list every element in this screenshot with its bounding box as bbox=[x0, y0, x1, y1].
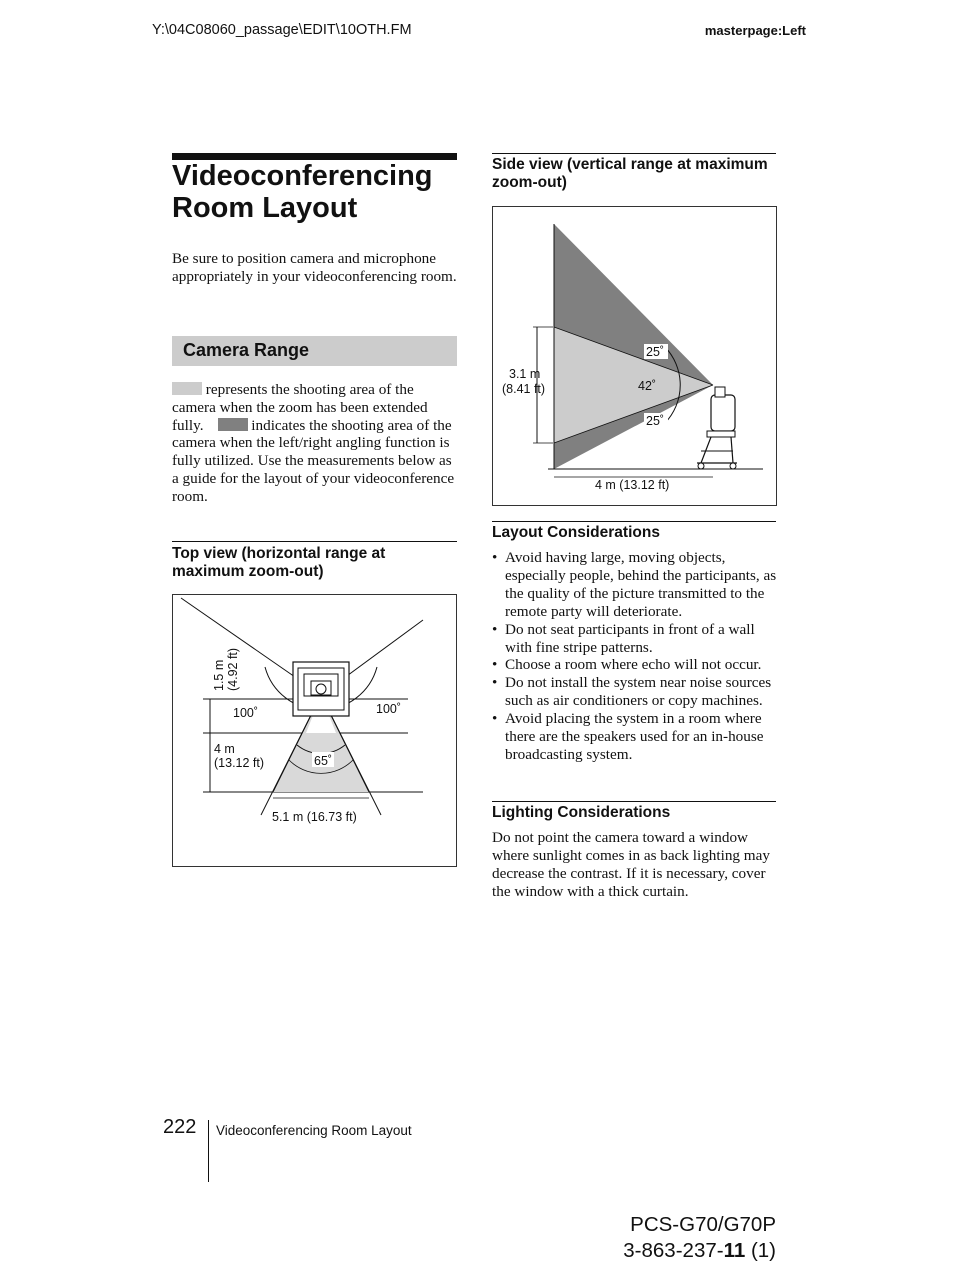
top-depth2-ft-label: (13.12 ft) bbox=[214, 756, 265, 770]
dark-gray-swatch bbox=[218, 418, 248, 431]
header-file-path: Y:\04C08060_passage\EDIT\10OTH.FM bbox=[152, 22, 412, 38]
page-number: 222 bbox=[163, 1116, 197, 1138]
top-depth1-label: 1.5 m bbox=[212, 659, 226, 691]
list-item: • Avoid having large, moving objects, especially people, behind the participants, as the quality of the picture transmitted to the remote party will deteriorate. bbox=[492, 549, 782, 621]
list-item: • Do not seat participants in front of a wall with fine stripe patterns. bbox=[492, 621, 782, 657]
layout-considerations-list bbox=[492, 549, 782, 764]
top-angle-center-label: 65˚ bbox=[314, 754, 333, 768]
intro-paragraph: Be sure to position camera and microphone appropriately in your videoconferencing room. bbox=[172, 250, 457, 285]
layout-considerations-rule bbox=[492, 521, 776, 522]
side-angle-mid-label: 42˚ bbox=[638, 379, 657, 393]
side-view-figure bbox=[492, 206, 777, 506]
code-prefix: 3-863-237- bbox=[623, 1239, 724, 1262]
code-bold: 11 bbox=[723, 1239, 746, 1262]
camera-range-heading: Camera Range bbox=[183, 340, 310, 360]
lighting-considerations-rule bbox=[492, 801, 776, 802]
model-name: PCS-G70/G70P bbox=[630, 1213, 776, 1236]
top-angle-right-label: 100˚ bbox=[376, 702, 402, 716]
side-height-ft-label: (8.41 ft) bbox=[502, 382, 546, 396]
top-view-figure bbox=[172, 594, 457, 867]
side-distance-label: 4 m (13.12 ft) bbox=[595, 478, 670, 492]
list-item: • Avoid placing the system in a room where there are the speakers used for an in-house broadcasting system. bbox=[492, 710, 782, 764]
code-suffix: (1) bbox=[745, 1239, 776, 1262]
list-item: • Do not install the system near noise sources such as air conditioners or copy machines. bbox=[492, 674, 782, 710]
lighting-considerations-heading: Lighting Considerations bbox=[492, 804, 671, 821]
camera-range-paragraph bbox=[172, 381, 460, 506]
top-view-rule bbox=[172, 541, 457, 542]
page-title-line1: Videoconferencing bbox=[172, 160, 433, 192]
footer-section-title: Videoconferencing Room Layout bbox=[216, 1123, 412, 1138]
side-view-diagram bbox=[493, 207, 776, 505]
lighting-considerations-text: Do not point the camera toward a window where sunlight comes in as back lighting may decrease the contrast. If it is necessary, cover the window with a thick curtain. bbox=[492, 829, 770, 900]
side-view-rule bbox=[492, 153, 776, 154]
camera-range-text-b: indicates the shooting area of the camera when the left/right angling function is fully utilized. Use the measurements below as a guide for the layout of your videoconference room. bbox=[172, 416, 455, 505]
side-angle-top-label: 25˚ bbox=[646, 345, 665, 359]
light-gray-swatch bbox=[172, 382, 202, 395]
layout-considerations-heading: Layout Considerations bbox=[492, 524, 660, 541]
side-angle-bottom-label: 25˚ bbox=[646, 414, 665, 428]
page-title-line2: Room Layout bbox=[172, 192, 358, 224]
side-view-heading: Side view (vertical range at maximum zoom-out) bbox=[492, 156, 768, 191]
document-code bbox=[623, 1238, 776, 1264]
camera-range-heading-band bbox=[172, 336, 457, 366]
top-width-label: 5.1 m (16.73 ft) bbox=[272, 810, 357, 824]
model-code-block bbox=[623, 1212, 776, 1264]
page-title bbox=[172, 160, 462, 224]
top-view-diagram bbox=[173, 595, 456, 866]
header-masterpage: masterpage:Left bbox=[704, 23, 806, 38]
top-view-heading: Top view (horizontal range at maximum zoom-out) bbox=[172, 545, 386, 580]
top-depth2-label: 4 m bbox=[214, 742, 235, 756]
list-item: • Choose a room where echo will not occur. bbox=[492, 656, 782, 674]
side-height-label: 3.1 m bbox=[509, 367, 541, 381]
top-angle-left-label: 100˚ bbox=[233, 706, 259, 720]
footer-rule bbox=[208, 1120, 209, 1182]
title-rule bbox=[172, 153, 457, 160]
camera-range-text-a: represents the shooting area of the camera when the zoom has been extended fully. bbox=[172, 381, 428, 434]
top-depth1-ft-label: (4.92 ft) bbox=[226, 647, 240, 691]
